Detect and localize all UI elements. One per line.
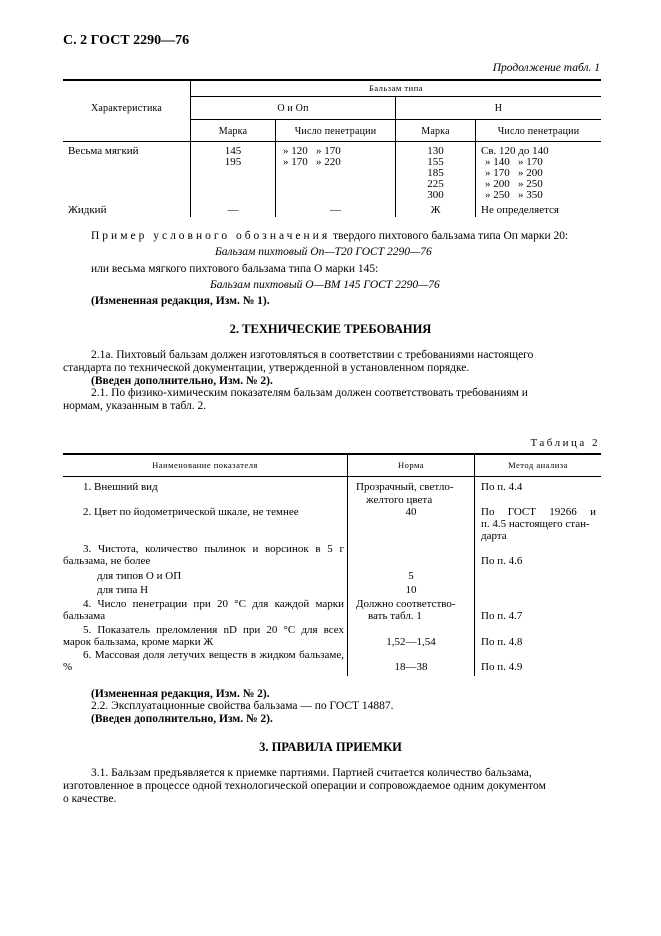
row-very-soft-a-mark: 145 <box>224 145 242 157</box>
col-method-header: Метод анализа <box>508 460 568 470</box>
example-intro <box>91 229 568 243</box>
t2-row-method: По п. 4.7 <box>481 610 523 622</box>
t2-row-name: % <box>63 661 73 673</box>
table-continuation-label: Продолжение табл. 1 <box>492 62 600 74</box>
row-liquid-name: Жидкий <box>68 204 107 216</box>
t2-row-norm: 10 <box>405 584 417 596</box>
t2-row-name: 6. Массовая доля летучих веществ в жидком бальзаме, <box>83 649 344 661</box>
row-very-soft-b-mark: 225 <box>427 178 444 190</box>
t2-row-name: 1. Внешний вид <box>83 481 158 493</box>
col-name-header: Наименование показателя <box>152 460 258 470</box>
t2-row-name: бальзама, не более <box>63 555 151 567</box>
p21a-line-2: стандарта по технической документации, утвержденной в установленном порядке. <box>63 362 470 374</box>
section-2-title: 2. ТЕХНИЧЕСКИЕ ТРЕБОВАНИЯ <box>229 322 432 336</box>
col-characteristic: Характеристика <box>90 103 163 114</box>
t2-row-method: По п. 4.6 <box>481 555 523 567</box>
t2-row-norm: Прозрачный, светло- <box>356 481 454 493</box>
section-3-title: 3. ПРАВИЛА ПРИЕМКИ <box>259 740 402 754</box>
row-very-soft-b-pen: » 250 » 350 <box>485 189 543 201</box>
t2-row-name: 2. Цвет по йодометрической шкале, не темнее <box>83 506 299 518</box>
p31-line-1: 3.1. Бальзам предъявляется к приемке партиями. Партией считается количество бальзама, <box>91 767 532 779</box>
added-note-1: (Введен дополнительно, Изм. № 2). <box>91 375 273 387</box>
row-very-soft-a-mark: 195 <box>224 156 242 168</box>
example-line-2: Бальзам пихтовый О—ВМ 145 ГОСТ 2290—76 <box>210 279 440 291</box>
t2-row-method: По п. 4.9 <box>481 661 523 673</box>
col-mark-b: Марка <box>421 126 450 137</box>
p22: 2.2. Эксплуатационные свойства бальзама — по ГОСТ 14887. <box>91 700 394 712</box>
example-line-1: Бальзам пихтовый Оп—Т20 ГОСТ 2290—76 <box>215 246 432 258</box>
type-b-header: Н <box>494 103 503 114</box>
t2-row-norm: 18—38 <box>394 661 428 673</box>
col-pen-b: Число пенетрации <box>497 126 580 137</box>
row-very-soft-a-pen: » 170 » 220 <box>283 156 341 168</box>
p21-line-2: нормам, указанным в табл. 2. <box>63 400 207 412</box>
row-liquid-a-pen: — <box>330 204 341 216</box>
row-very-soft-b-pen: Св. 120 до 140 <box>481 145 549 157</box>
row-very-soft-b-pen: » 170 » 200 <box>485 167 543 179</box>
change-note-1: (Измененная редакция, Изм. № 1). <box>91 295 270 307</box>
p31-line-3: о качестве. <box>63 793 117 805</box>
t2-row-method: дарта <box>481 530 507 542</box>
group-header: Бальзам типа <box>368 83 424 93</box>
t2-row-method: По п. 4.4 <box>481 481 523 493</box>
t2-row-name: 5. Показатель преломления nD при 20 °С для всех <box>83 624 344 636</box>
t2-row-method: По ГОСТ 19266 и <box>481 506 596 518</box>
col-norm-header: Норма <box>397 460 425 470</box>
row-liquid-a-mark: — <box>227 204 239 216</box>
p21a-line-1: 2.1а. Пихтовый бальзам должен изготовляться в соответствии с требованиями настоящего <box>91 349 534 361</box>
t2-row-norm: Должно соответство- <box>356 598 456 610</box>
row-liquid-b-mark: Ж <box>430 204 441 216</box>
t2-row-norm: желтого цвета <box>366 494 433 506</box>
type-a-header: О и Оп <box>277 103 309 114</box>
col-pen-a: Число пенетрации <box>294 126 377 137</box>
row-very-soft-a-pen: » 120 » 170 <box>283 145 341 157</box>
col-mark-a: Марка <box>218 126 248 137</box>
row-very-soft-b-mark: 185 <box>427 167 444 179</box>
row-very-soft-name: Весьма мягкий <box>68 145 139 157</box>
example-intro-rest: твердого пихтового бальзама типа Оп марки 20: <box>333 230 569 242</box>
row-very-soft-b-pen: » 140 » 170 <box>485 156 543 168</box>
page-header: С. 2 ГОСТ 2290—76 <box>63 33 190 48</box>
change-note-2: (Измененная редакция, Изм. № 2). <box>91 688 270 700</box>
t2-row-name: 3. Чистота, количество пылинок и ворсинок в 5 г <box>83 543 344 555</box>
example-intro-spaced: Пример условного обозначения <box>91 230 331 242</box>
row-liquid-b-pen: Не определяется <box>481 204 559 216</box>
t2-row-norm: 1,52—1,54 <box>386 636 436 648</box>
t2-row-norm: 5 <box>408 570 414 582</box>
p31-line-2: изготовленное в процессе одной технологической операции и сопровождаемое одним документом <box>63 780 546 792</box>
p21-line-1: 2.1. По физико-химическим показателям бальзам должен соответствовать требованиям и <box>91 387 528 399</box>
t2-row-name: бальзама <box>63 610 106 622</box>
t2-row-name: для типов О и ОП <box>97 570 182 582</box>
row-very-soft-b-mark: 130 <box>427 145 444 157</box>
t2-row-norm: 40 <box>405 506 417 518</box>
t2-row-norm: вать табл. 1 <box>368 610 422 622</box>
example-or: или весьма мягкого пихтового бальзама типа О марки 145: <box>91 263 379 275</box>
t2-row-method: По п. 4.8 <box>481 636 523 648</box>
row-very-soft-b-mark: 155 <box>427 156 444 168</box>
row-very-soft-b-pen: » 200 » 250 <box>485 178 543 190</box>
table-2-caption: Таблица 2 <box>530 437 600 449</box>
row-very-soft-b-mark: 300 <box>427 189 444 201</box>
t2-row-method: п. 4.5 настоящего стан- <box>481 518 590 530</box>
t2-row-name: 4. Число пенетрации при 20 °С для каждой марки <box>83 598 344 610</box>
added-note-2: (Введен дополнительно, Изм. № 2). <box>91 713 273 725</box>
t2-row-name: для типа Н <box>97 584 149 596</box>
t2-row-name: марок бальзама, кроме марки Ж <box>63 636 214 648</box>
